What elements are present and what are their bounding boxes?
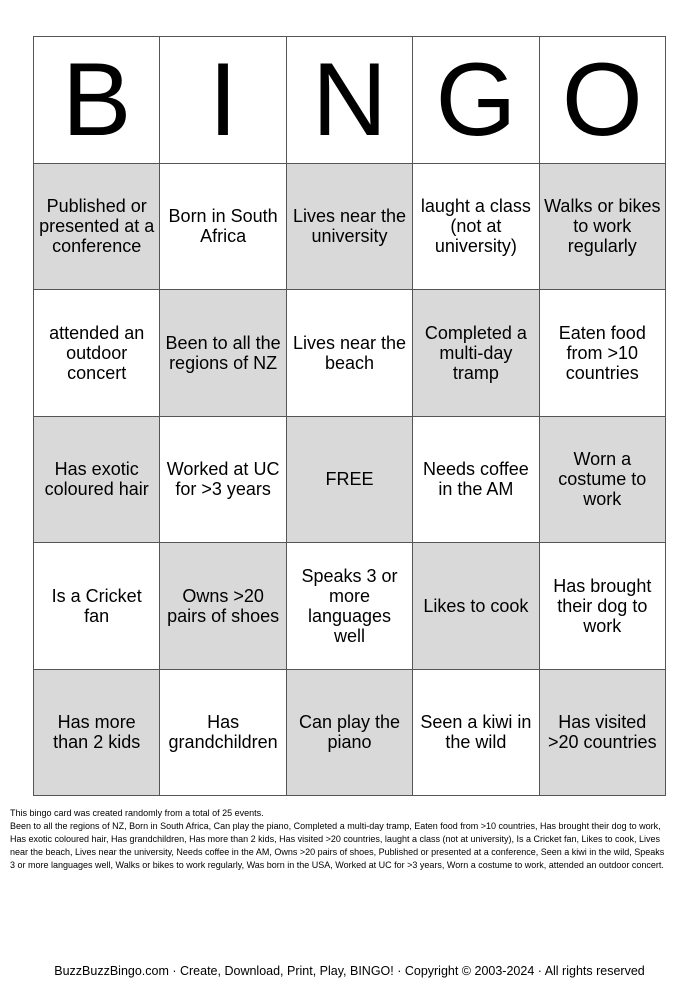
bingo-square: laught a class (not at university) [413, 164, 539, 291]
bingo-square: Lives near the beach [287, 290, 413, 417]
bingo-square: Likes to cook [413, 543, 539, 670]
bingo-square: Eaten food from >10 countries [540, 290, 666, 417]
card-info [10, 807, 670, 872]
bingo-square: Seen a kiwi in the wild [413, 670, 539, 797]
info-event-list: Been to all the regions of NZ, Born in South Africa, Can play the piano, Completed a multi-day tramp, Eaten food from >10 countries, Has brought their dog to work, Has exotic coloured hair, Has grandchildren, Has more than 2 kids, Has visited >20 countries, laught a class (not at university), Is a Cricket fan, Likes to cook, Lives near the beach, Lives near the university, Needs coffee in the AM, Owns >20 pairs of shoes, Published or presented at a conference, Seen a kiwi in the wild, Speaks 3 or more languages well, Walks or bikes to work regularly, Was born in the USA, Worked at UC for >3 years, Worn a costume to work, attended an outdoor concert. [10, 821, 665, 870]
bingo-square: Walks or bikes to work regularly [540, 164, 666, 291]
header-letter-n: N [287, 37, 413, 164]
header-letter-g: G [413, 37, 539, 164]
bingo-square: Has grandchildren [160, 670, 286, 797]
bingo-square: Has more than 2 kids [34, 670, 160, 797]
header-letter-o: O [540, 37, 666, 164]
info-summary: This bingo card was created randomly from a total of 25 events. [10, 808, 264, 818]
bingo-square: Speaks 3 or more languages well [287, 543, 413, 670]
bingo-square: Born in South Africa [160, 164, 286, 291]
bingo-square: Worn a costume to work [540, 417, 666, 544]
bingo-square: Has exotic coloured hair [34, 417, 160, 544]
bingo-square: Has visited >20 countries [540, 670, 666, 797]
bingo-square: Owns >20 pairs of shoes [160, 543, 286, 670]
bingo-square: Lives near the university [287, 164, 413, 291]
bingo-square: Has brought their dog to work [540, 543, 666, 670]
bingo-square: Been to all the regions of NZ [160, 290, 286, 417]
bingo-square: Is a Cricket fan [34, 543, 160, 670]
bingo-card [33, 36, 666, 796]
bingo-square: Published or presented at a conference [34, 164, 160, 291]
bingo-square: Can play the piano [287, 670, 413, 797]
header-letter-b: B [34, 37, 160, 164]
bingo-square: Worked at UC for >3 years [160, 417, 286, 544]
bingo-square: Needs coffee in the AM [413, 417, 539, 544]
bingo-square: attended an outdoor concert [34, 290, 160, 417]
free-square: FREE [287, 417, 413, 544]
bingo-square: Completed a multi-day tramp [413, 290, 539, 417]
footer-copyright: BuzzBuzzBingo.com · Create, Download, Print, Play, BINGO! · Copyright © 2003-2024 · All rights reserved [54, 964, 645, 978]
header-letter-i: I [160, 37, 286, 164]
